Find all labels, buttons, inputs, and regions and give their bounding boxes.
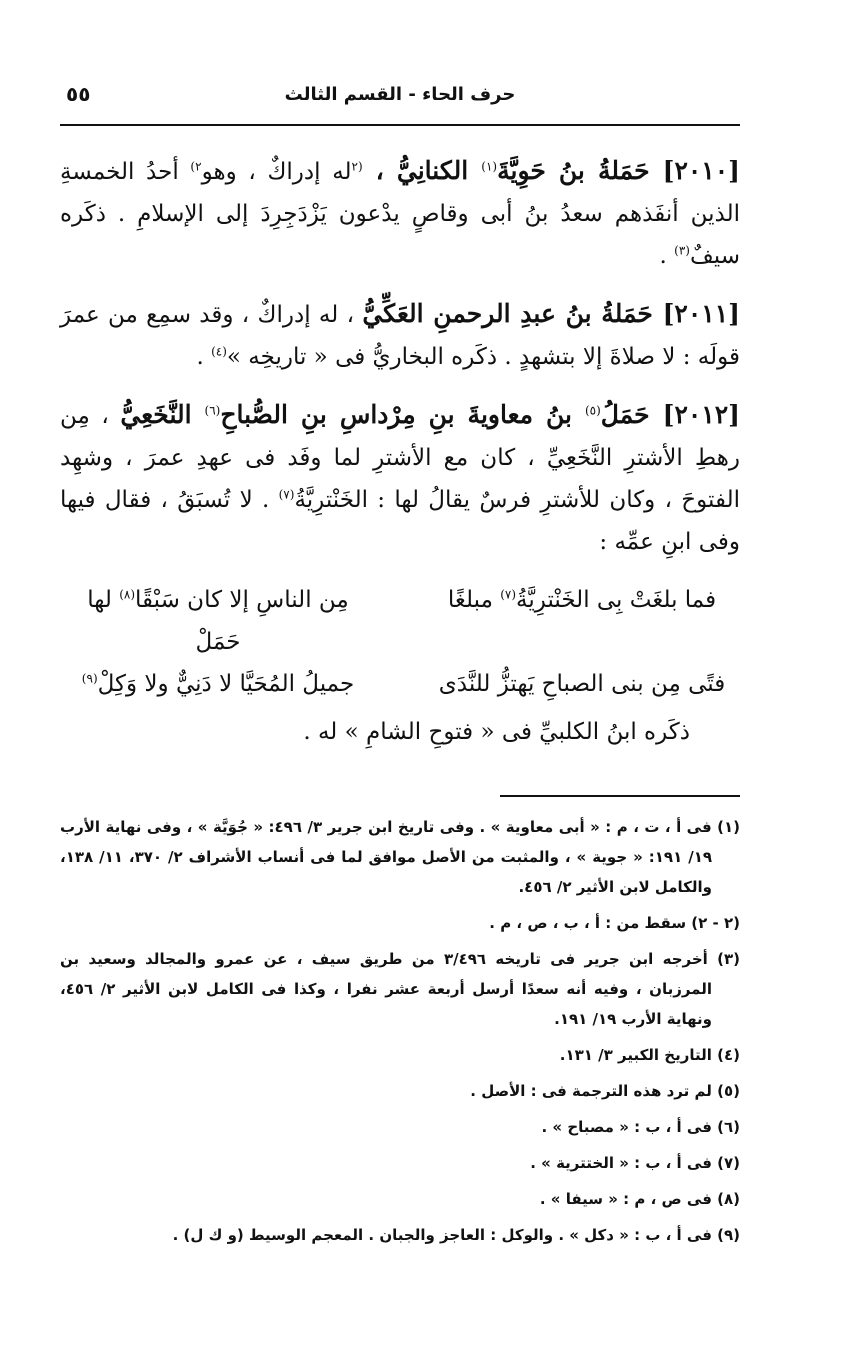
footnote-marker: (٨) [119, 587, 136, 602]
footnotes [60, 812, 740, 1256]
entry-2011 [60, 293, 740, 378]
footnote: (٩) فى أ ، ب : « دكل » . والوكل : العاجز والجبان . المعجم الوسيط (و ك ل) . [172, 1226, 740, 1244]
footnote: (٧) فى أ ، ب : « الختترية » . [530, 1154, 740, 1172]
footnote: (٥) لم ترد هذه الترجمة فى : الأصل . [470, 1082, 740, 1100]
footnote-marker: (٥) [584, 403, 601, 418]
entry-heading: [٢٠١٠] حَمَلةُ بنُ حَوِيَّةَ [497, 156, 740, 185]
poem [60, 579, 740, 705]
main-text [60, 150, 740, 776]
footnote-separator [500, 795, 740, 797]
running-title: حرف الحاء - القسم الثالث [284, 84, 516, 105]
footnote-marker: (١) [481, 159, 498, 174]
footnote-marker: (٩) [81, 671, 98, 686]
verse-text: فتًى مِن بنى الصباحِ يَهتزُّ للنَّدَى [438, 671, 726, 697]
entry-end: . [196, 344, 212, 370]
footnote-marker: (٢ [351, 159, 363, 174]
footnote-marker: (٧) [500, 587, 517, 602]
footnote-marker: (٧) [278, 487, 295, 502]
entry-heading-cont: النَّخَعِيُّ [120, 400, 205, 429]
header-rule [60, 124, 740, 126]
poem-hemistich-first [432, 663, 732, 705]
page-number: ٥٥ [66, 82, 91, 106]
entry-2012 [60, 394, 740, 563]
entry-end: . [659, 243, 675, 269]
poem-verse [60, 663, 740, 705]
entry-heading: [٢٠١١] حَمَلةُ بنُ عبدِ الرحمنِ العَكِّيُّ [362, 299, 740, 328]
verse-text: لها حَمَلْ [87, 587, 241, 655]
footnote-marker: (٣) [674, 243, 690, 258]
entry-heading-cont: الكنانِيُّ ، [362, 156, 482, 185]
footnote: (٤) التاريخ الكبير ٣/ ١٣١. [559, 1046, 740, 1064]
page-header [60, 80, 740, 116]
verse-text: جميلُ المُحَيَّا لا دَنِيٌّ ولا وَكِلْ [97, 671, 355, 697]
poem-hemistich-first [432, 579, 732, 663]
entry-heading: [٢٠١٢] حَمَلُ [600, 400, 740, 429]
footnote: (٢ - ٢) سقط من : أ ، ب ، ص ، م . [489, 914, 740, 932]
poem-hemistich-second [68, 579, 368, 663]
footnote: (١) فى أ ، ت ، م : « أبى معاوية » . وفى تاريخ ابن جرير ٣/ ٤٩٦: « جُوَيَّة » ، وفى نهاية الأرب ١٩/ ١٩١: « جوية » ، والمثبت من الأصل موافق لما فى أنساب الأشراف ٢/ ٣٧٠، ١١/ ١٣٨، والكامل لابن الأثير ٢/ ٤٥٦. [60, 818, 741, 896]
entry-text: . لا تُسبَقُ ، فقال فيها وفى ابنِ عمِّه : [60, 487, 740, 555]
entry-text: له إدراكٌ ، وهو [201, 159, 352, 185]
footnote-marker: (٤) [211, 344, 227, 359]
entry-2010 [60, 150, 740, 277]
poem-verse [60, 579, 740, 663]
entry-text: أحدُ الخمسةِ الذين أنفَذهم سعدُ بنُ أبى وقاصٍ يدْعون يَزْدَجِرِدَ إلى الإسلامِ . ذكَره سيفٌ [60, 159, 740, 269]
footnote-marker: ٢) [190, 159, 202, 174]
entry-text: ، له إدراكٌ ، وقد سمِع من عمرَ قولَه : لا صلاةَ إلا بتشهدٍ . ذكَره البخاريُّ فى « تاريخِه » [60, 302, 740, 370]
footnote: (٣) أخرجه ابن جرير فى تاريخه ٣/٤٩٦ من طريق سيف ، عن عمرو والمجالد وسعيد بن المرزبان ، وفيه أنه سعدًا أرسل أربعة عشر نفرا ، وكذا فى الكامل لابن الأثير ٢/ ٤٥٦، ونهاية الأرب ١٩/ ١٩١. [60, 950, 740, 1028]
verse-text: مبلغًا [447, 587, 501, 613]
verse-text: فما بلغَتْ بِى الخَنْترِيَّةُ [516, 587, 717, 613]
poem-source-line: ذكَره ابنُ الكلبيِّ فى « فتوحِ الشامِ » له . [303, 719, 690, 745]
verse-text: مِن الناسِ إلا كان سَبْقًا [135, 587, 349, 613]
footnote: (٨) فى ص ، م : « سيفا » . [539, 1190, 740, 1208]
footnote-marker: (٦) [204, 403, 221, 418]
poem-hemistich-second [68, 663, 368, 705]
footnote: (٦) فى أ ، ب : « مصباح » . [541, 1118, 740, 1136]
entry-heading-cont: بنُ معاويةَ بنِ مِرْداسِ بنِ الصُّباحِ [220, 400, 585, 429]
entry-text: ، مِن رهطِ الأشترِ النَّخَعِيِّ ، كان مع الأشترِ لما وفَد فى عهدِ عمرَ ، وشهِد الفتوحَ ، وكان للأشترِ فرسٌ يقالُ لها : الخَنْترِيَّةُ [60, 403, 740, 513]
